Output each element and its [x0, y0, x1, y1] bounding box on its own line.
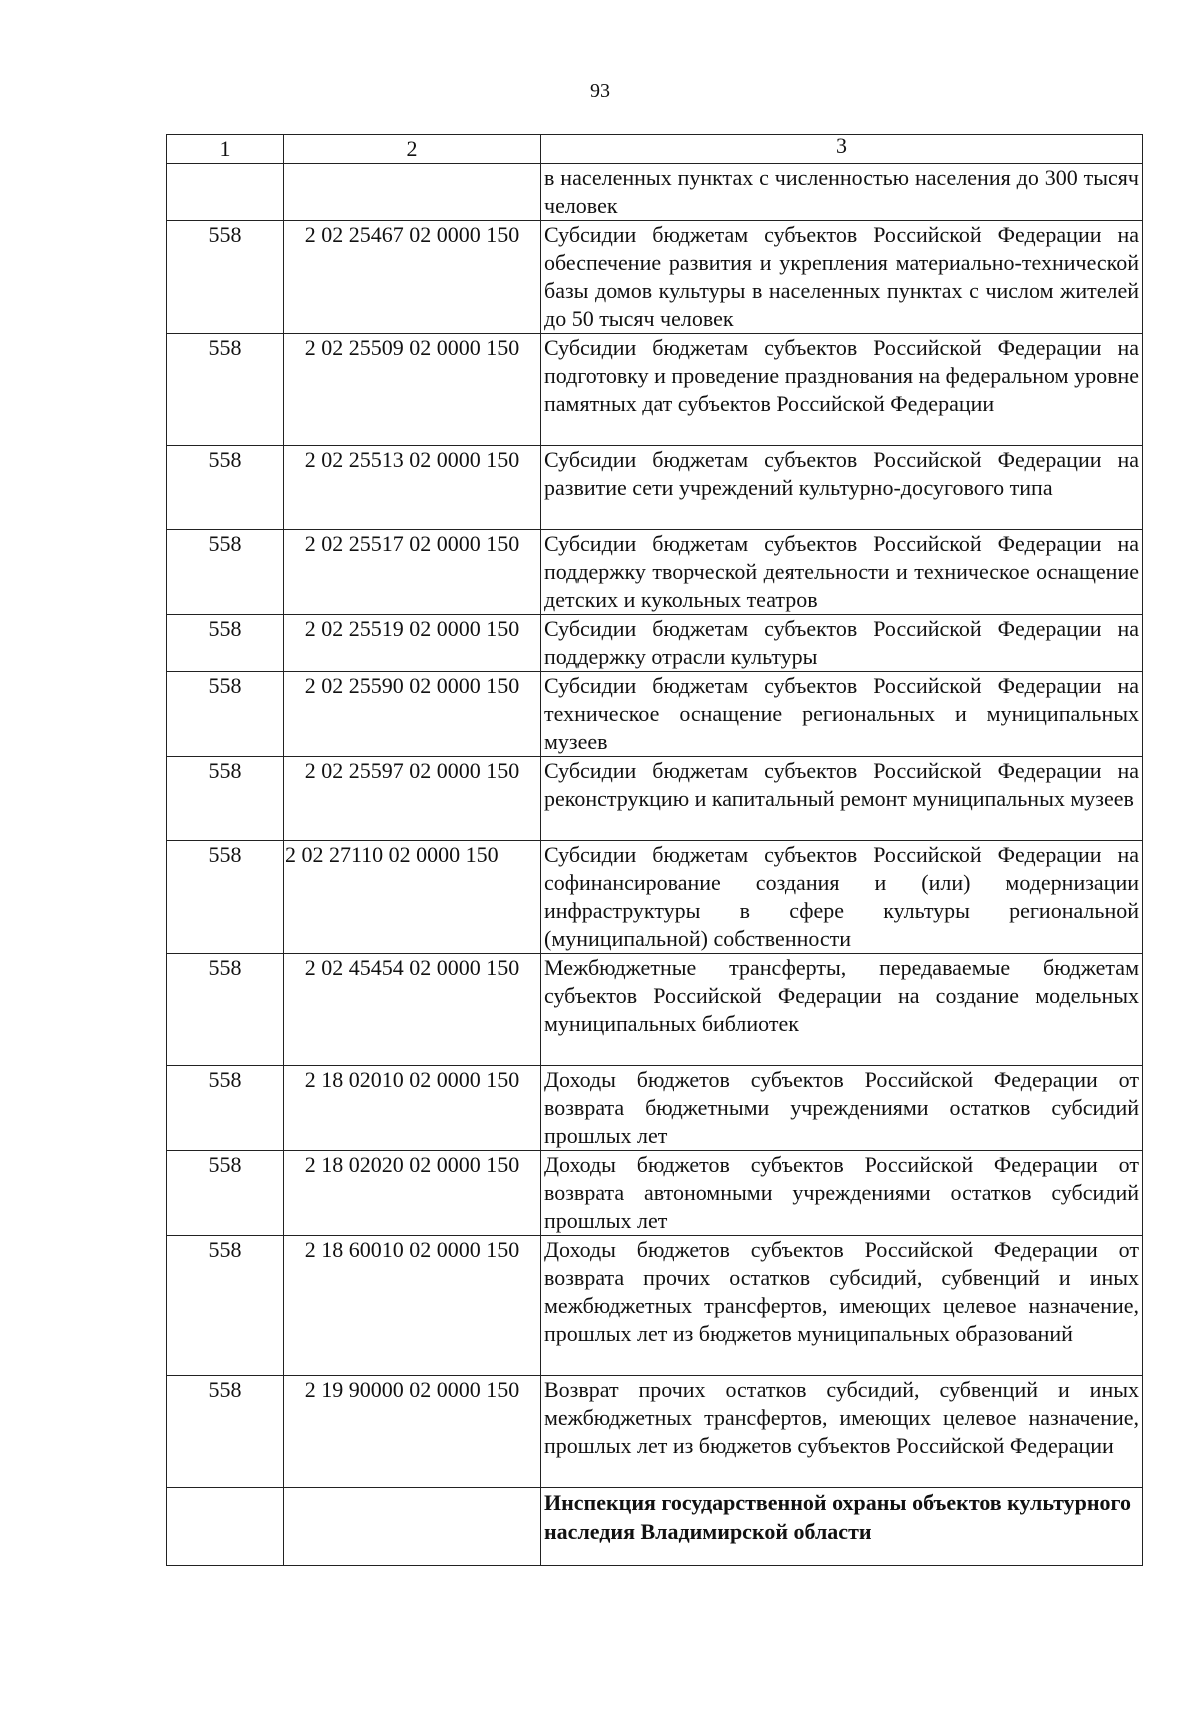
- header-col-3: 3: [541, 135, 1143, 164]
- admin-code-cell: 558: [167, 954, 284, 1066]
- page-number: 93: [590, 80, 610, 102]
- table-row: [167, 1376, 1143, 1488]
- budget-code-cell: 2 18 60010 02 0000 150: [284, 1236, 541, 1376]
- budget-code-cell: 2 02 45454 02 0000 150: [284, 954, 541, 1066]
- budget-code-cell: 2 02 25597 02 0000 150: [284, 757, 541, 841]
- table-row: [167, 1066, 1143, 1151]
- table-row: [167, 1236, 1143, 1376]
- admin-code-cell: 558: [167, 334, 284, 446]
- table-row: [167, 954, 1143, 1066]
- table-row: [167, 1151, 1143, 1236]
- admin-code-cell: 558: [167, 1066, 284, 1151]
- table-row: [167, 446, 1143, 530]
- table-header-row: [167, 135, 1143, 164]
- description-cell: Субсидии бюджетам субъектов Российской Федерации на поддержку отрасли культуры: [541, 615, 1143, 672]
- description-cell: Межбюджетные трансферты, передаваемые бюджетам субъектов Российской Федерации на создание модельных муниципальных библиотек: [541, 954, 1143, 1066]
- table-row: [167, 615, 1143, 672]
- table-row: [167, 841, 1143, 954]
- admin-code-cell: 558: [167, 1376, 284, 1488]
- description-cell: Субсидии бюджетам субъектов Российской Федерации на техническое оснащение региональных и муниципальных музеев: [541, 672, 1143, 757]
- budget-code-cell: 2 02 25513 02 0000 150: [284, 446, 541, 530]
- admin-code-cell: [167, 164, 284, 221]
- admin-code-cell: 558: [167, 221, 284, 334]
- table-row: [167, 757, 1143, 841]
- budget-code-cell: [284, 164, 541, 221]
- description-cell: Субсидии бюджетам субъектов Российской Федерации на реконструкцию и капитальный ремонт муниципальных музеев: [541, 757, 1143, 841]
- description-cell: Субсидии бюджетам субъектов Российской Федерации на поддержку творческой деятельности и техническое оснащение детских и кукольных театров: [541, 530, 1143, 615]
- budget-code-cell: 2 02 25509 02 0000 150: [284, 334, 541, 446]
- header-col-1: 1: [167, 135, 284, 164]
- table-row-section-heading: [167, 1488, 1143, 1566]
- description-cell: в населенных пунктах с численностью населения до 300 тысяч человек: [541, 164, 1143, 221]
- table-row: [167, 672, 1143, 757]
- description-cell: Субсидии бюджетам субъектов Российской Федерации на обеспечение развития и укрепления материально-технической базы домов культуры в населенных пунктах с числом жителей до 50 тысяч человек: [541, 221, 1143, 334]
- description-cell: Субсидии бюджетам субъектов Российской Федерации на развитие сети учреждений культурно-досугового типа: [541, 446, 1143, 530]
- budget-code-cell: 2 18 02020 02 0000 150: [284, 1151, 541, 1236]
- budget-code-cell: 2 02 25517 02 0000 150: [284, 530, 541, 615]
- budget-code-cell: 2 02 25467 02 0000 150: [284, 221, 541, 334]
- budget-code-cell: 2 02 27110 02 0000 150: [284, 841, 541, 954]
- table-row: [167, 530, 1143, 615]
- admin-code-cell: 558: [167, 1151, 284, 1236]
- description-cell: Субсидии бюджетам субъектов Российской Федерации на софинансирование создания и (или) модернизации инфраструктуры в сфере культуры региональной (муниципальной) собственности: [541, 841, 1143, 954]
- description-cell: Субсидии бюджетам субъектов Российской Федерации на подготовку и проведение празднования на федеральном уровне памятных дат субъектов Российской Федерации: [541, 334, 1143, 446]
- budget-code-cell: 2 19 90000 02 0000 150: [284, 1376, 541, 1488]
- admin-code-cell: [167, 1488, 284, 1566]
- budget-code-cell: 2 02 25590 02 0000 150: [284, 672, 541, 757]
- table-row: [167, 164, 1143, 221]
- table-row: [167, 334, 1143, 446]
- section-heading-cell: Инспекция государственной охраны объектов культурного наследия Владимирской области: [541, 1488, 1143, 1566]
- budget-code-cell: [284, 1488, 541, 1566]
- admin-code-cell: 558: [167, 757, 284, 841]
- table-row: [167, 221, 1143, 334]
- admin-code-cell: 558: [167, 672, 284, 757]
- admin-code-cell: 558: [167, 1236, 284, 1376]
- admin-code-cell: 558: [167, 615, 284, 672]
- admin-code-cell: 558: [167, 446, 284, 530]
- admin-code-cell: 558: [167, 530, 284, 615]
- revenue-codes-table: [166, 134, 1143, 1566]
- budget-code-cell: 2 18 02010 02 0000 150: [284, 1066, 541, 1151]
- header-col-2: 2: [284, 135, 541, 164]
- admin-code-cell: 558: [167, 841, 284, 954]
- budget-code-cell: 2 02 25519 02 0000 150: [284, 615, 541, 672]
- description-cell: Возврат прочих остатков субсидий, субвенций и иных межбюджетных трансфертов, имеющих целевое назначение, прошлых лет из бюджетов субъектов Российской Федерации: [541, 1376, 1143, 1488]
- description-cell: Доходы бюджетов субъектов Российской Федерации от возврата прочих остатков субсидий, субвенций и иных межбюджетных трансфертов, имеющих целевое назначение, прошлых лет из бюджетов муниципальных образований: [541, 1236, 1143, 1376]
- description-cell: Доходы бюджетов субъектов Российской Федерации от возврата автономными учреждениями остатков субсидий прошлых лет: [541, 1151, 1143, 1236]
- description-cell: Доходы бюджетов субъектов Российской Федерации от возврата бюджетными учреждениями остатков субсидий прошлых лет: [541, 1066, 1143, 1151]
